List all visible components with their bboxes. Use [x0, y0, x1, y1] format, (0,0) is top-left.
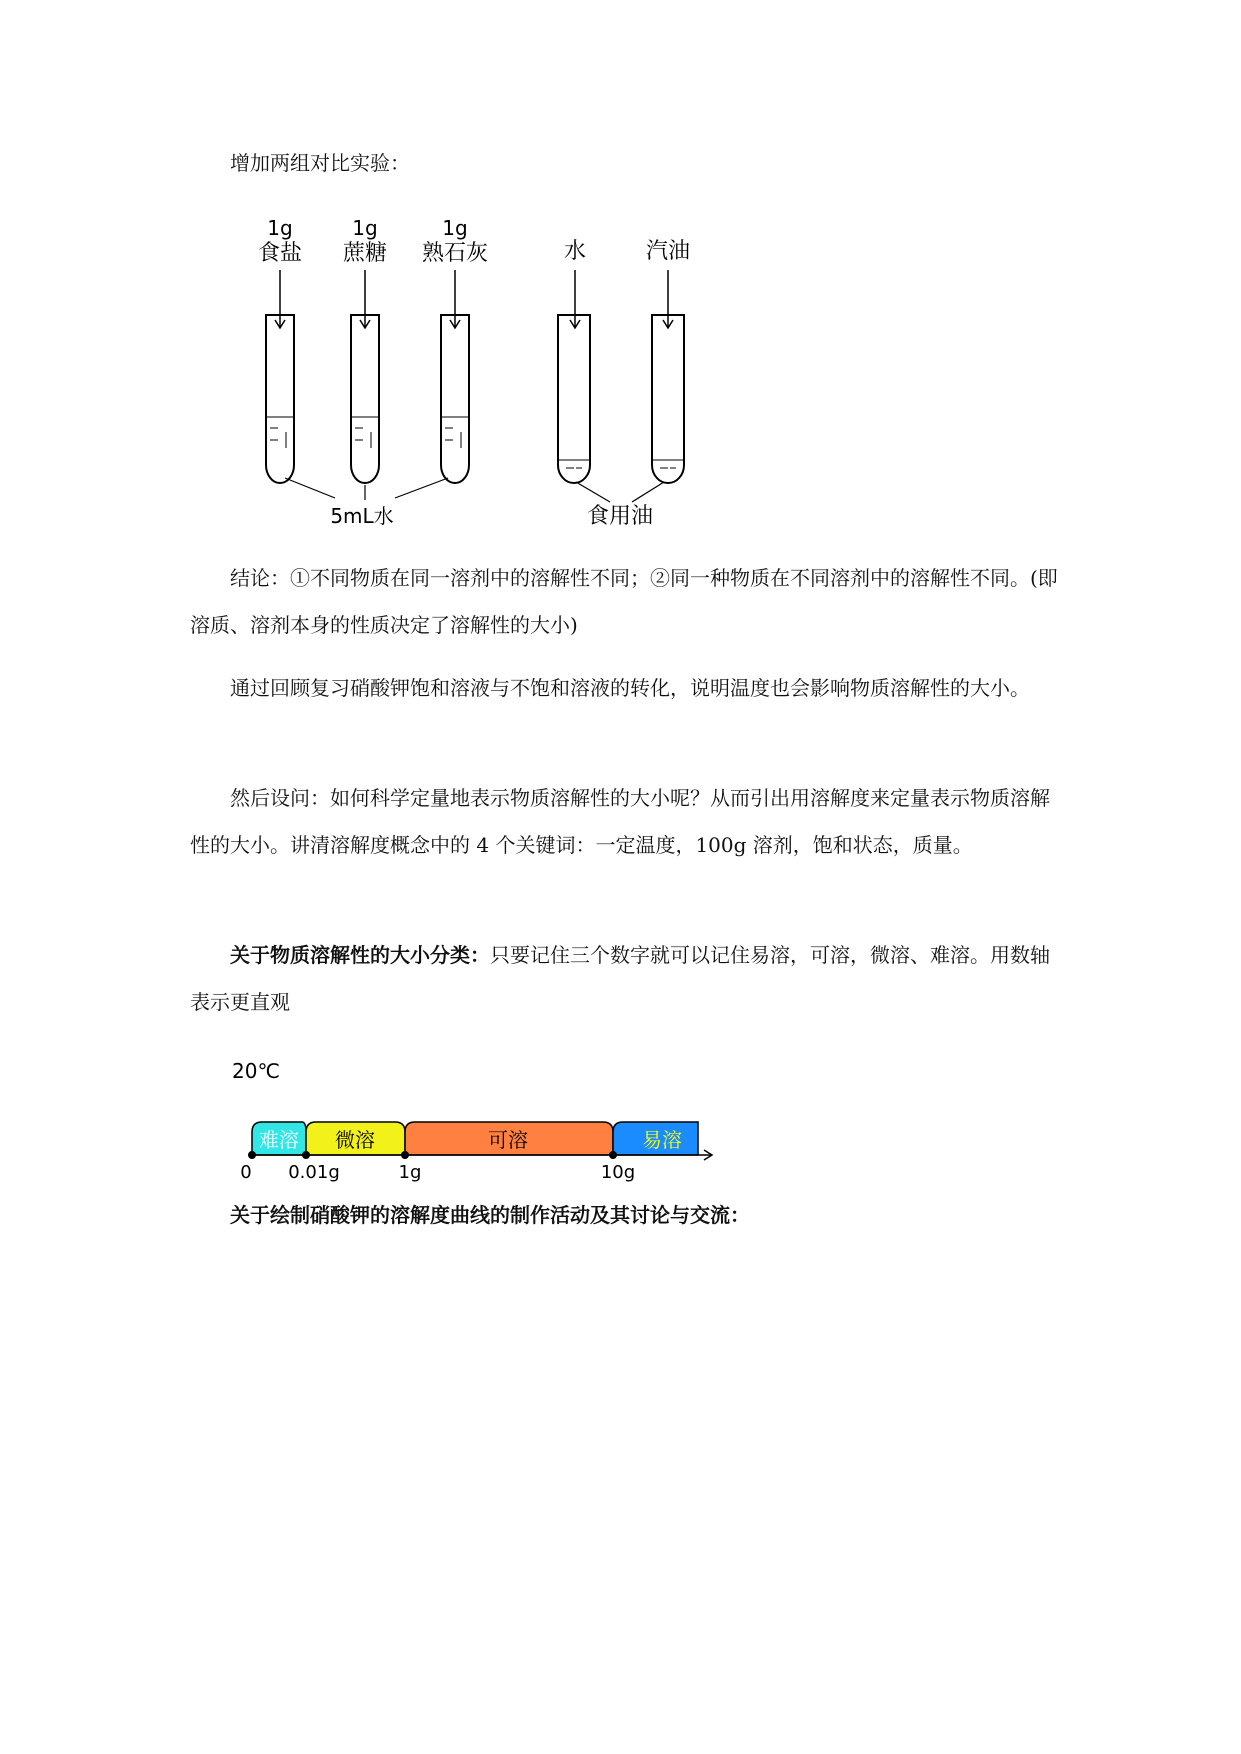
tick-0: 0	[240, 1162, 252, 1183]
segment-label-soluble: 可溶	[488, 1128, 528, 1152]
test-tube-gasoline	[652, 315, 684, 483]
tube-label-sugar	[343, 216, 387, 266]
svg-text:1g: 1g	[442, 216, 468, 240]
label-cooking-oil: 食用油	[586, 504, 654, 529]
paragraph-classification	[190, 932, 1060, 1026]
solubility-axis	[0, 1050, 1241, 1183]
paragraph-solubility-definition: 然后设问：如何科学定量地表示物质溶解性的大小呢？从而引出用溶解度来定量表示物质溶解性的大小。讲清溶解度概念中的 4 个关键词：一定温度，100g 溶剂，饱和状态，质量。	[190, 786, 1050, 857]
paragraph-temperature: 通过回顾复习硝酸钾饱和溶液与不饱和溶液的转化，说明温度也会影响物质溶解性的大小。	[230, 676, 1030, 700]
tube-label-lime	[422, 216, 488, 266]
pointer-lines	[285, 478, 664, 502]
heading-solubility-curve: 关于绘制硝酸钾的溶解度曲线的制作活动及其讨论与交流：	[230, 1203, 750, 1227]
svg-text:熟石灰: 熟石灰	[421, 241, 489, 266]
axis-temperature: 20℃	[232, 1059, 280, 1083]
svg-text:食盐: 食盐	[257, 241, 303, 266]
tube-label-gasoline: 汽油	[645, 239, 691, 264]
test-tube-lime	[441, 315, 469, 483]
svg-text:1g: 1g	[352, 216, 378, 240]
segment-label-slightly-soluble: 微溶	[335, 1128, 375, 1152]
conclusion-text: 结论：①不同物质在同一溶剂中的溶解性不同；②同一种物质在不同溶剂中的溶解性不同。(即溶质、溶剂本身的性质决定了溶解性的大小)	[190, 566, 1058, 637]
label-5ml-water: 5mL水	[330, 504, 394, 528]
test-tube-salt	[266, 315, 294, 483]
svg-text:1g: 1g	[267, 216, 293, 240]
liquid-marks	[266, 417, 684, 468]
classification-heading: 关于物质溶解性的大小分类：	[230, 943, 490, 967]
tube-label-salt	[258, 216, 302, 266]
arrows	[275, 270, 673, 328]
intro-text: 增加两组对比实验：	[230, 151, 410, 175]
classification-body: 只要记住三个数字就可以记住易溶，可溶，微溶、难溶。用数轴表示更直观	[190, 943, 1050, 1014]
tick-1g: 1g	[398, 1162, 422, 1183]
tick-0.01g: 0.01g	[288, 1162, 340, 1183]
segment-label-easily-soluble: 易溶	[642, 1128, 682, 1152]
tube-label-water: 水	[563, 239, 587, 264]
test-tube-sugar	[351, 315, 379, 483]
tick-10g: 10g	[600, 1162, 636, 1183]
segment-label-insoluble: 难溶	[259, 1128, 299, 1152]
svg-text:蔗糖: 蔗糖	[342, 241, 388, 266]
test-tube-water	[558, 315, 590, 483]
